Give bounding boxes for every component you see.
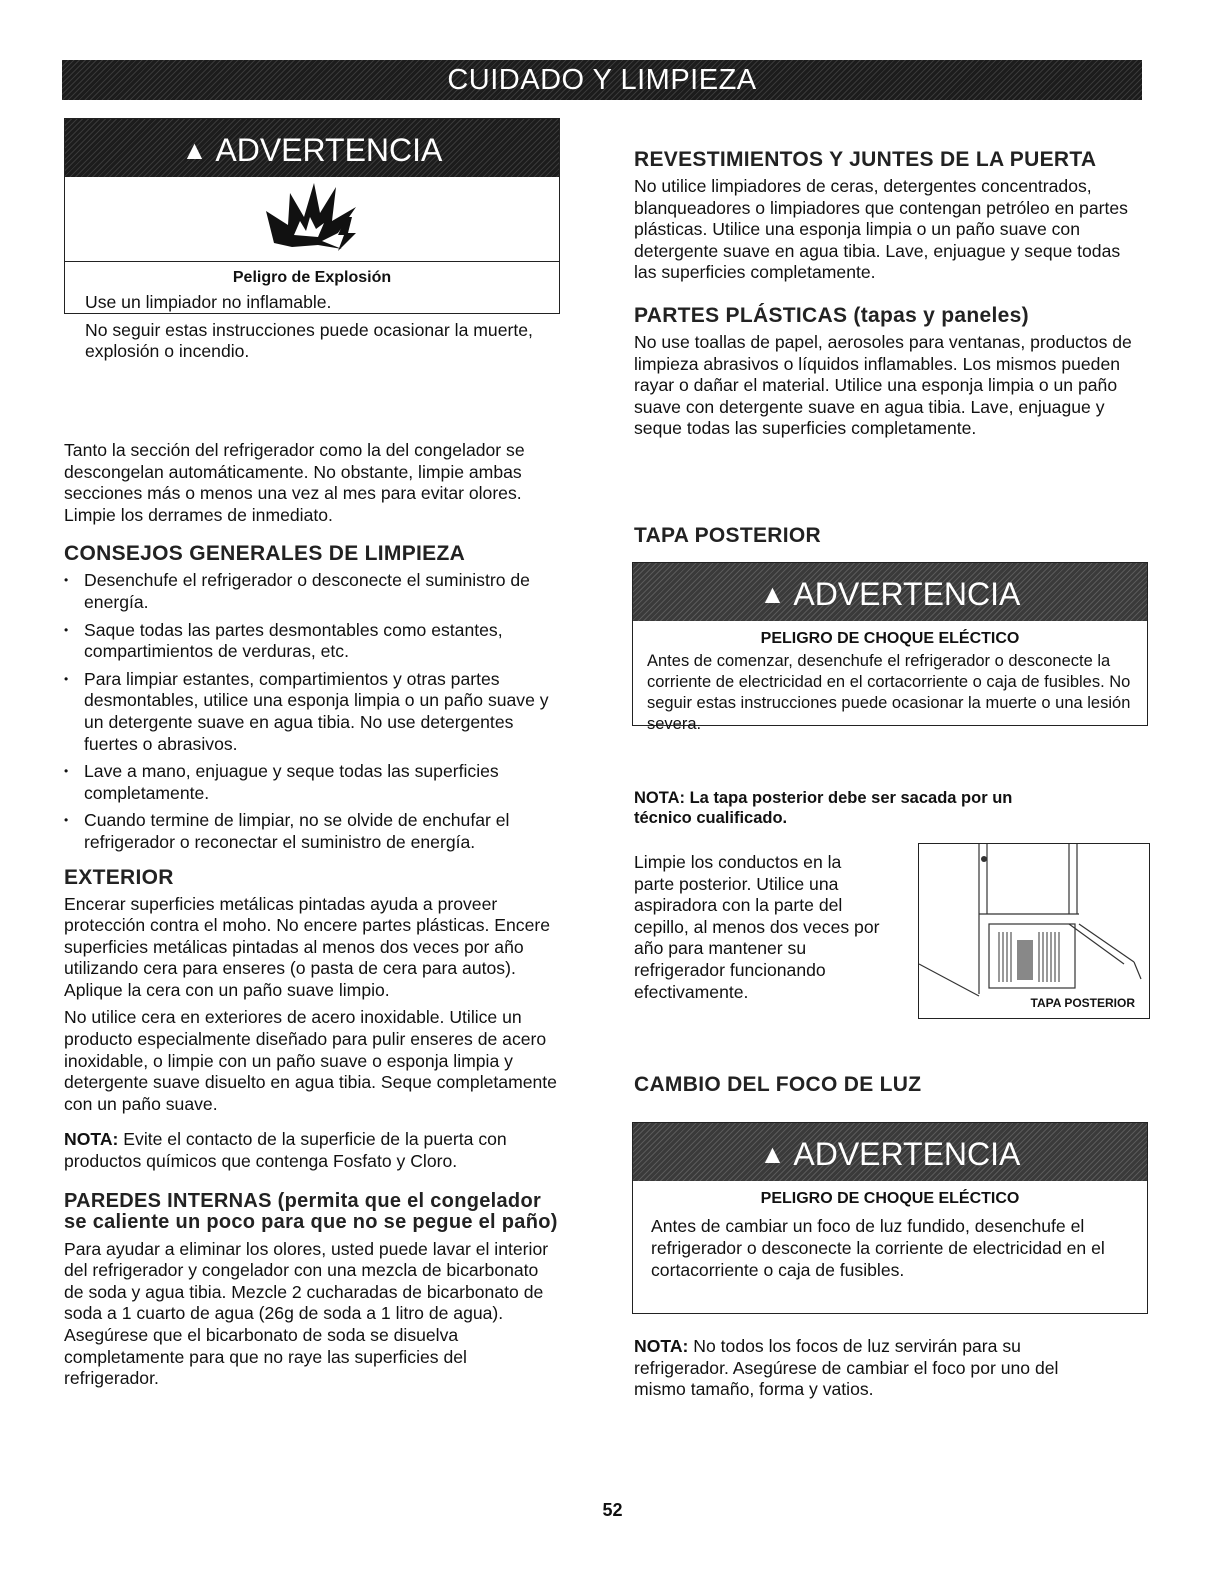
warning-header [633, 1123, 1147, 1181]
paredes-paragraph: Para ayudar a eliminar los olores, usted puede lavar el interior del refrigerador y congelador con una mezcla de bicarbonato de soda y agua tibia. Mezcle 2 cucharadas de bicarbonato de soda a 1 cuarto de agua (26g de soda a 1 litro de agua). Asegúrese que el bicarbonato de soda se disuelva completamente para que no raye las superficies del refrigerador. [64, 1238, 549, 1389]
rear-panel-figure [918, 843, 1150, 1019]
figure-label: TAPA POSTERIOR [1030, 996, 1135, 1010]
note-label: NOTA: [64, 1129, 119, 1150]
list-item: • Cuando termine de limpiar, no se olvide de enchufar el refrigerador o reconectar el suministro de energía. [64, 810, 560, 853]
warning-title: ADVERTENCIA [793, 1136, 1021, 1172]
warning-line-1: Use un limpiador no inflamable. [85, 292, 332, 312]
tapa-heading: TAPA POSTERIOR [634, 524, 821, 547]
exterior-paragraph-1: Encerar superficies metálicas pintadas ayuda a proveer protección contra el moho. No encere partes plásticas. Encere superficies metálicas pintadas al menos dos veces por año utilizando cera para enseres (o pasta de cera para autos). Aplique la cera con un paño suave limpio. [64, 893, 551, 1000]
page-number: 52 [602, 1500, 623, 1520]
consejos-list [64, 570, 560, 853]
list-item: • Desenchufe el refrigerador o desconecte el suministro de energía. [64, 570, 560, 613]
warning-text: Antes de comenzar, desenchufe el refrigerador o desconecte la corriente de electricidad en el cortacorriente o caja de fusibles. No seguir estas instrucciones puede ocasionar la muerte o una lesión severa. [647, 652, 1131, 733]
explosion-icon [65, 177, 559, 262]
plasticas-heading: PARTES PLÁSTICAS (tapas y paneles) [634, 303, 1029, 327]
note-label: NOTA: [634, 1336, 689, 1356]
exterior-paragraph-2: No utilice cera en exteriores de acero inoxidable. Utilice un producto especialmente diseñado para pulir enseres de acero inoxidable, o limpie con un paño suave o esponja limpia y detergente suave disuelto en agua tibia. Seque completamente con un paño suave. [64, 1007, 557, 1114]
note-text: Evite el contacto de la superficie de la puerta con productos químicos que contenga Fosfato y Cloro. [64, 1129, 507, 1172]
revestimientos-heading: REVESTIMIENTOS Y JUNTES DE LA PUERTA [634, 148, 1097, 171]
foco-warning-box [632, 1122, 1148, 1314]
explosion-warning-box [64, 118, 560, 362]
right-column [634, 148, 1144, 440]
warning-line-2: No seguir estas instrucciones puede ocasionar la muerte, explosión o incendio. [85, 319, 533, 362]
refrigerator-back-illustration [919, 844, 1149, 1018]
warning-title: ADVERTENCIA [793, 576, 1021, 612]
exterior-heading: EXTERIOR [64, 865, 174, 889]
list-item: • Saque todas las partes desmontables como estantes, compartimientos de verduras, etc. [64, 620, 560, 663]
paredes-heading: PAREDES INTERNAS (permita que el congelador se caliente un poco para que no se pegue el paño) [64, 1189, 558, 1233]
tapa-warning-box [632, 562, 1148, 733]
warning-triangle-icon: ▲ [181, 135, 208, 165]
intro-paragraph: Tanto la sección del refrigerador como la del congelador se descongelan automáticamente. No obstante, limpie ambas secciones más o menos una vez al mes para evitar olores. Limpie los derrames de inmediato. [64, 440, 525, 525]
warning-header [65, 119, 559, 177]
warning-text: Antes de cambiar un foco de luz fundido, desenchufe el refrigerador o desconecte la corriente de electricidad en el cortacorriente o caja de fusibles. [651, 1216, 1105, 1280]
warning-subtitle: Peligro de Explosión [232, 269, 392, 286]
foco-heading: CAMBIO DEL FOCO DE LUZ [634, 1073, 922, 1096]
note-text: No todos los focos de luz servirán para su refrigerador. Asegúrese de cambiar el foco por uno del mismo tamaño, forma y vatios. [634, 1336, 1059, 1400]
tapa-note: NOTA: La tapa posterior debe ser sacada por un técnico cualificado. [634, 789, 1013, 827]
warning-header [633, 563, 1147, 621]
list-item: • Para limpiar estantes, compartimientos y otras partes desmontables, utilice una esponja limpia o un paño suave y un detergente suave en agua tibia. No use detergentes fuertes o abrasivos. [64, 669, 560, 755]
consejos-heading: CONSEJOS GENERALES DE LIMPIEZA [64, 542, 466, 566]
foco-note [634, 1336, 1114, 1401]
warning-subtitle: PELIGRO DE CHOQUE ELÉCTICO [760, 1190, 1020, 1207]
section-banner [62, 60, 1142, 100]
left-column [64, 440, 560, 1390]
warning-subtitle: PELIGRO DE CHOQUE ELÉCTICO [760, 630, 1020, 647]
warning-triangle-icon: ▲ [759, 579, 786, 609]
tapa-paragraph: Limpie los conductos en la parte posterior. Utilice una aspiradora con la parte del cepillo, al menos dos veces por año para mantener su refrigerador funcionando efectivamente. [634, 852, 880, 1002]
section-title: CUIDADO Y LIMPIEZA [447, 64, 757, 96]
plasticas-paragraph: No use toallas de papel, aerosoles para ventanas, productos de limpieza abrasivos o líquidos inflamables. Los mismos pueden rayar o dañar el material. Utilice una esponja limpia o un paño suave con detergente suave en agua tibia. Lave, enjuague y seque todas las superficies completamente. [634, 331, 1132, 439]
revestimientos-paragraph: No utilice limpiadores de ceras, detergentes concentrados, blanqueadores o limpiadores que contengan petróleo en partes plásticas. Utilice una esponja limpia o un paño suave con detergente suave en agua tibia. Lave, enjuague y seque todas las superficies completamente. [634, 176, 1128, 283]
exterior-note [64, 1129, 560, 1172]
warning-triangle-icon: ▲ [759, 1139, 786, 1169]
warning-title: ADVERTENCIA [215, 132, 443, 168]
list-item: • Lave a mano, enjuague y seque todas las superficies completamente. [64, 761, 560, 804]
